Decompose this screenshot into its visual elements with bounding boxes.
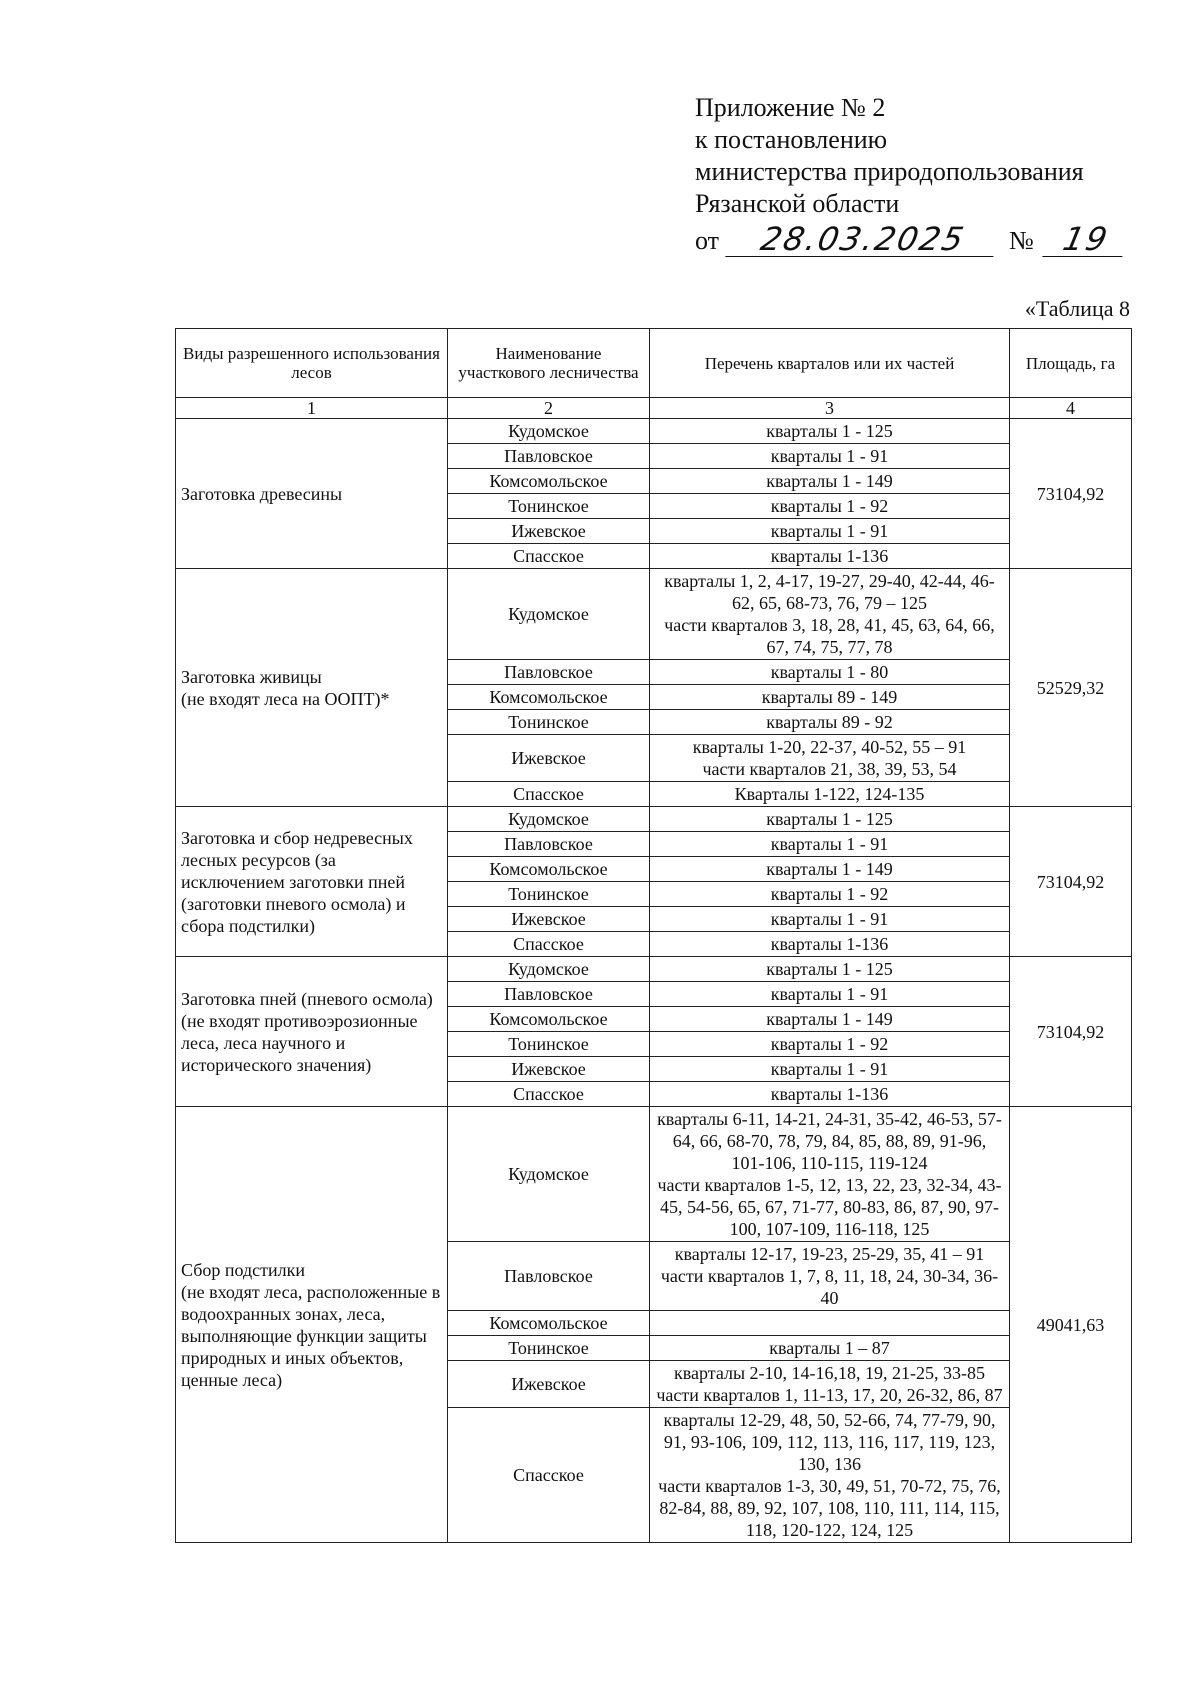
header-line-4: Рязанской области: [695, 189, 900, 218]
quarters-cell: кварталы 1 - 91: [650, 832, 1010, 857]
forestry-cell: Павловское: [448, 832, 650, 857]
forestry-cell: Павловское: [448, 660, 650, 685]
number-label: №: [1009, 226, 1034, 255]
quarters-cell: кварталы 1 - 91: [650, 1057, 1010, 1082]
quarters-cell: кварталы 89 - 149: [650, 685, 1010, 710]
forestry-cell: Тонинское: [448, 494, 650, 519]
forestry-cell: Павловское: [448, 1242, 650, 1311]
quarters-cell: кварталы 1 - 125: [650, 957, 1010, 982]
quarters-cell: кварталы 6-11, 14-21, 24-31, 35-42, 46-53, 57-64, 66, 68-70, 78, 79, 84, 85, 88, 89, 91-96, 101-106, 110-115, 119-124 части кварталов 1-5, 12, 13, 22, 23, 32-34, 43-45, 54-56, 65, 67, 71-77, 80-83, 86, 87, 90, 97-100, 107-109, 116-118, 125: [650, 1107, 1010, 1242]
appendix-header: [695, 92, 1175, 257]
quarters-cell: Кварталы 1-122, 124-135: [650, 782, 1010, 807]
header-cell-forestry: Наименование участкового лесничества: [448, 329, 650, 398]
quarters-cell: кварталы 1 - 80: [650, 660, 1010, 685]
forestry-cell: Спасское: [448, 932, 650, 957]
forestry-cell: Павловское: [448, 982, 650, 1007]
quarters-cell: кварталы 1 - 149: [650, 1007, 1010, 1032]
use-type-cell: Заготовка и сбор недревесных лесных ресурсов (за исключением заготовки пней (заготовки пневого осмола) и сбора подстилки): [176, 807, 448, 957]
table-caption: «Таблица 8: [1024, 296, 1130, 321]
forestry-cell: Кудомское: [448, 1107, 650, 1242]
forestry-cell: Тонинское: [448, 710, 650, 735]
handwritten-date: 28.03.2025: [725, 222, 1000, 257]
date-number-line: [695, 222, 1175, 257]
use-type-cell: Заготовка древесины: [176, 419, 448, 569]
area-cell: 73104,92: [1010, 419, 1132, 569]
forestry-cell: Спасское: [448, 782, 650, 807]
forestry-cell: Тонинское: [448, 1032, 650, 1057]
header-cell-area: Площадь, га: [1010, 329, 1132, 398]
quarters-cell: кварталы 1 - 149: [650, 469, 1010, 494]
forestry-cell: Комсомольское: [448, 685, 650, 710]
forestry-cell: Спасское: [448, 1408, 650, 1543]
forestry-cell: Комсомольское: [448, 857, 650, 882]
quarters-cell: кварталы 2-10, 14-16,18, 19, 21-25, 33-85 части кварталов 1, 11-13, 17, 20, 26-32, 86, 87: [650, 1361, 1010, 1408]
table-row: [176, 1107, 1132, 1242]
forestry-cell: Комсомольское: [448, 1007, 650, 1032]
forestry-cell: Ижевское: [448, 735, 650, 782]
date-prefix: от: [695, 226, 720, 255]
quarters-cell: кварталы 1-136: [650, 932, 1010, 957]
table-row: [176, 569, 1132, 660]
forestry-cell: Кудомское: [448, 419, 650, 444]
quarters-cell: кварталы 89 - 92: [650, 710, 1010, 735]
header-line-3: министерства природопользования: [695, 157, 1084, 186]
quarters-cell: кварталы 1 - 91: [650, 519, 1010, 544]
forestry-cell: Тонинское: [448, 1336, 650, 1361]
forestry-cell: Ижевское: [448, 1057, 650, 1082]
area-cell: 73104,92: [1010, 807, 1132, 957]
quarters-cell: кварталы 1-20, 22-37, 40-52, 55 – 91 части кварталов 21, 38, 39, 53, 54: [650, 735, 1010, 782]
area-cell: 73104,92: [1010, 957, 1132, 1107]
quarters-cell: кварталы 1 - 149: [650, 857, 1010, 882]
quarters-cell: кварталы 1 - 92: [650, 1032, 1010, 1057]
use-type-cell: Сбор подстилки (не входят леса, расположенные в водоохранных зонах, леса, выполняющие функции защиты природных и иных объектов, ценные леса): [176, 1107, 448, 1543]
area-cell: 49041,63: [1010, 1107, 1132, 1543]
forestry-cell: Ижевское: [448, 907, 650, 932]
quarters-cell: кварталы 1 - 92: [650, 882, 1010, 907]
forestry-cell: Ижевское: [448, 519, 650, 544]
header-line-1: Приложение № 2: [695, 93, 886, 122]
quarters-cell: кварталы 1 – 87: [650, 1336, 1010, 1361]
column-number-4: 4: [1010, 398, 1132, 419]
column-number-3: 3: [650, 398, 1010, 419]
header-cell-quarters: Перечень кварталов или их частей: [650, 329, 1010, 398]
quarters-cell: кварталы 1 - 91: [650, 444, 1010, 469]
forestry-cell: Комсомольское: [448, 469, 650, 494]
handwritten-number: 19: [1042, 222, 1129, 257]
header-cell-use-type: Виды разрешенного использования лесов: [176, 329, 448, 398]
quarters-cell: кварталы 1 - 125: [650, 807, 1010, 832]
quarters-cell: кварталы 1-136: [650, 1082, 1010, 1107]
column-number-1: 1: [176, 398, 448, 419]
quarters-cell: кварталы 1-136: [650, 544, 1010, 569]
forestry-cell: Спасское: [448, 544, 650, 569]
header-line-2: к постановлению: [695, 125, 888, 154]
quarters-cell: кварталы 12-17, 19-23, 25-29, 35, 41 – 91 части кварталов 1, 7, 8, 11, 18, 24, 30-34, 36-40: [650, 1242, 1010, 1311]
table-row: [176, 807, 1132, 832]
forestry-cell: Тонинское: [448, 882, 650, 907]
quarters-cell: кварталы 12-29, 48, 50, 52-66, 74, 77-79, 90, 91, 93-106, 109, 112, 113, 116, 117, 119, 123, 130, 136 части кварталов 1-3, 30, 49, 51, 70-72, 75, 76, 82-84, 88, 89, 92, 107, 108, 110, 111, 114, 115, 118, 120-122, 124, 125: [650, 1408, 1010, 1543]
table-row: [176, 957, 1132, 982]
forestry-cell: Кудомское: [448, 807, 650, 832]
forestry-cell: Комсомольское: [448, 1311, 650, 1336]
forest-use-table: [175, 328, 1132, 1543]
quarters-cell: кварталы 1 - 125: [650, 419, 1010, 444]
table-body: [176, 419, 1132, 1543]
forestry-cell: Кудомское: [448, 569, 650, 660]
forestry-cell: Кудомское: [448, 957, 650, 982]
area-cell: 52529,32: [1010, 569, 1132, 807]
quarters-cell: кварталы 1 - 91: [650, 982, 1010, 1007]
quarters-cell: кварталы 1 - 92: [650, 494, 1010, 519]
quarters-cell: кварталы 1, 2, 4-17, 19-27, 29-40, 42-44, 46-62, 65, 68-73, 76, 79 – 125 части кварталов 3, 18, 28, 41, 45, 63, 64, 66, 67, 74, 75, 77, 78: [650, 569, 1010, 660]
column-number-2: 2: [448, 398, 650, 419]
forestry-cell: Ижевское: [448, 1361, 650, 1408]
use-type-cell: Заготовка пней (пневого осмола) (не входят противоэрозионные леса, леса научного и исторического значения): [176, 957, 448, 1107]
forestry-cell: Спасское: [448, 1082, 650, 1107]
table-row: [176, 419, 1132, 444]
forestry-cell: Павловское: [448, 444, 650, 469]
quarters-cell: кварталы 1 - 91: [650, 907, 1010, 932]
use-type-cell: Заготовка живицы (не входят леса на ООПТ)*: [176, 569, 448, 807]
quarters-cell: [650, 1311, 1010, 1336]
